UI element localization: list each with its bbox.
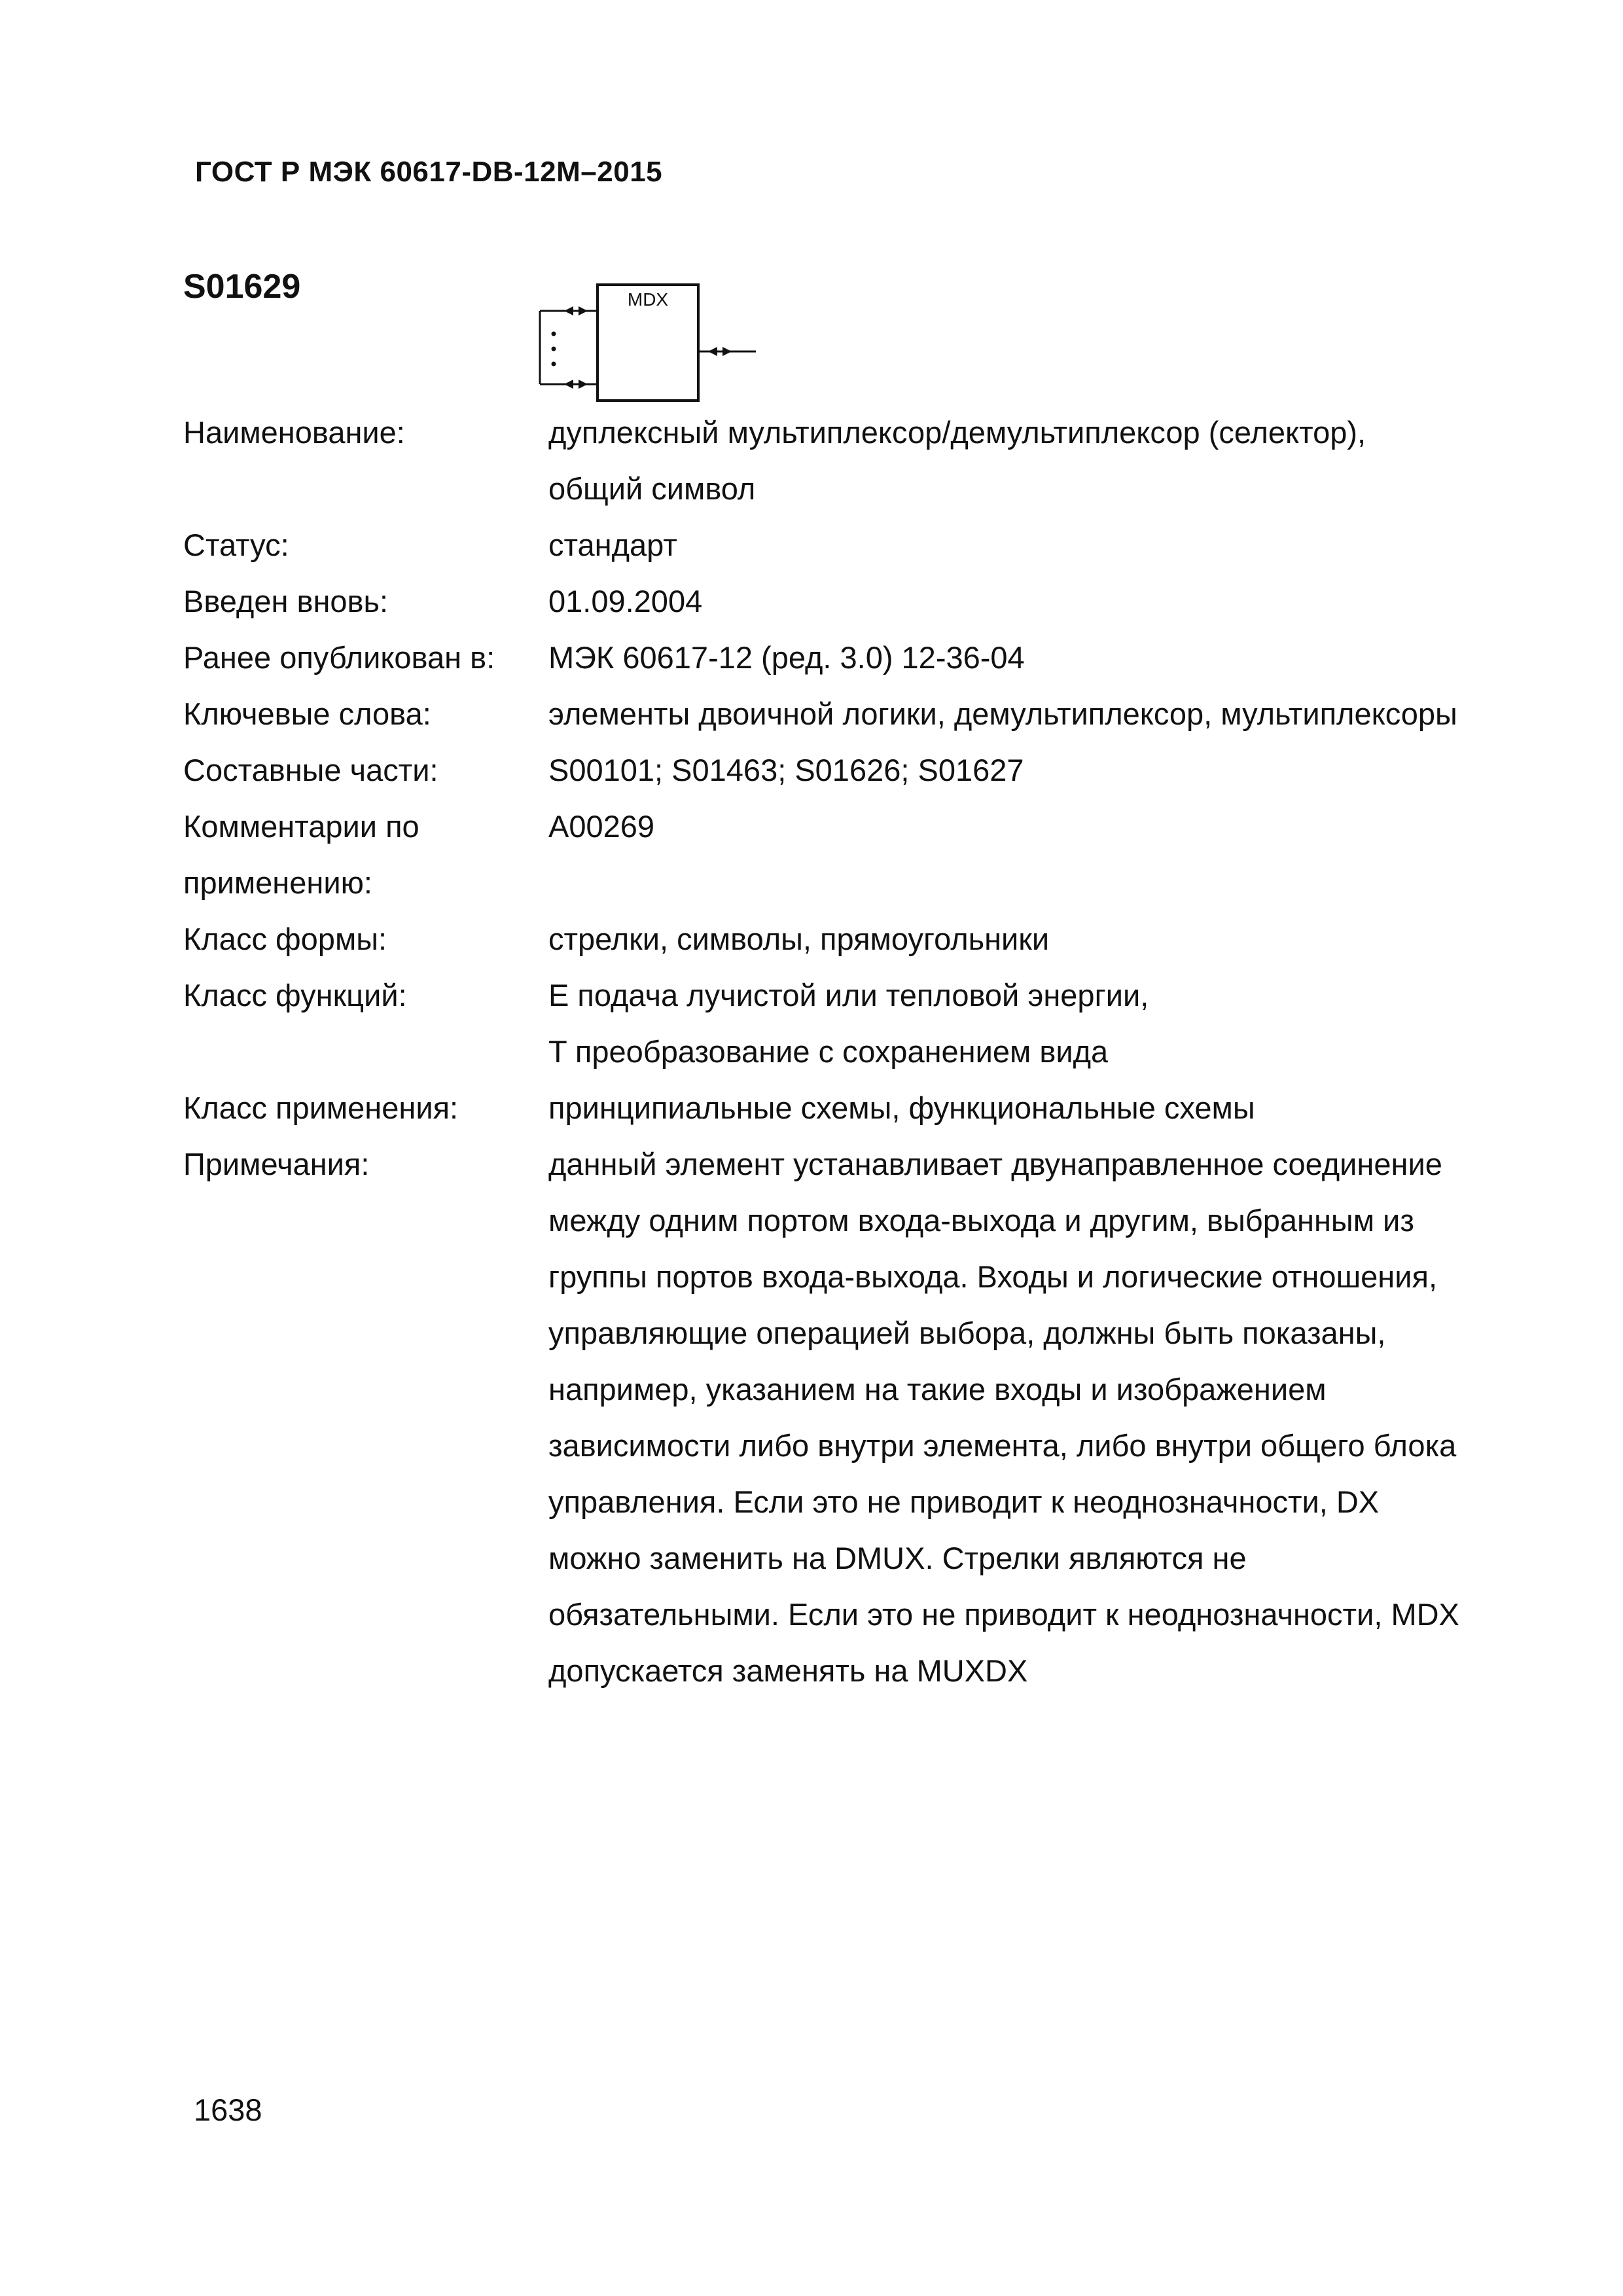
field-value-line: стрелки, символы, прямоугольники bbox=[548, 922, 1050, 956]
field-row bbox=[183, 573, 1558, 630]
field-row bbox=[183, 742, 1558, 798]
field-value-line: между одним портом входа-выхода и другим, выбранным из bbox=[548, 1203, 1414, 1238]
field-label: Ключевые слова: bbox=[183, 696, 431, 731]
field-label: Примечания: bbox=[183, 1147, 370, 1181]
field-value-line: МЭК 60617-12 (ред. 3.0) 12-36-04 bbox=[548, 640, 1025, 675]
field-row bbox=[183, 798, 1558, 911]
field-value-line: E подача лучистой или тепловой энергии, bbox=[548, 978, 1149, 1013]
symbol-block-label: MDX bbox=[627, 289, 669, 310]
field-value bbox=[548, 517, 1558, 573]
field-label: Ранее опубликован в: bbox=[183, 640, 495, 675]
field-value bbox=[548, 911, 1558, 967]
field-value bbox=[548, 798, 1558, 911]
field-row bbox=[183, 1136, 1558, 1699]
field-value-line: S00101; S01463; S01626; S01627 bbox=[548, 753, 1024, 787]
field-value-line: данный элемент устанавливает двунаправленное соединение bbox=[548, 1147, 1442, 1181]
input-output-lead-top bbox=[540, 306, 597, 315]
field-label: Составные части: bbox=[183, 753, 438, 787]
field-row bbox=[183, 911, 1558, 967]
field-row bbox=[183, 686, 1558, 742]
attribute-list bbox=[183, 404, 1558, 1699]
field-value-line: зависимости либо внутри элемента, либо внутри общего блока bbox=[548, 1428, 1457, 1463]
field-label: Введен вновь: bbox=[183, 584, 389, 619]
field-value-line: группы портов входа-выхода. Входы и логические отношения, bbox=[548, 1259, 1438, 1294]
field-value-line: обязательными. Если это не приводит к неоднозначности, MDX bbox=[548, 1597, 1459, 1632]
field-value-line: элементы двоичной логики, демультиплексор, мультиплексоры bbox=[548, 696, 1457, 731]
field-value bbox=[548, 967, 1558, 1080]
field-value-line: 01.09.2004 bbox=[548, 584, 703, 619]
field-label: Статус: bbox=[183, 528, 289, 562]
field-label: Класс формы: bbox=[183, 922, 387, 956]
field-row bbox=[183, 967, 1558, 1080]
field-value bbox=[548, 1080, 1558, 1136]
field-value bbox=[548, 404, 1558, 517]
field-row bbox=[183, 404, 1558, 517]
field-value bbox=[548, 573, 1558, 630]
common-port-lead bbox=[698, 347, 756, 356]
ellipsis-dot bbox=[552, 347, 556, 351]
field-label: Наименование: bbox=[183, 415, 405, 450]
field-value-line: управления. Если это не приводит к неоднозначности, DX bbox=[548, 1484, 1380, 1519]
field-value-line: стандарт bbox=[548, 528, 677, 562]
field-label: Комментарии по применению: bbox=[183, 809, 419, 900]
field-value-line: общий символ bbox=[548, 471, 756, 506]
symbol-code: S01629 bbox=[183, 268, 301, 306]
input-output-lead-bottom bbox=[540, 380, 597, 389]
field-value-line: дуплексный мультиплексор/демультиплексор (селектор), bbox=[548, 415, 1366, 450]
field-label: Класс функций: bbox=[183, 978, 407, 1013]
document-standard-header: ГОСТ Р МЭК 60617-DB-12M–2015 bbox=[195, 156, 663, 188]
field-value-line: принципиальные схемы, функциональные схемы bbox=[548, 1090, 1255, 1125]
field-value-line: T преобразование с сохранением вида bbox=[548, 1034, 1109, 1069]
field-value bbox=[548, 742, 1558, 798]
field-row bbox=[183, 517, 1558, 573]
field-value-line: управляющие операцией выбора, должны быть показаны, bbox=[548, 1316, 1386, 1350]
ellipsis-dot bbox=[552, 332, 556, 336]
field-value-line: например, указанием на такие входы и изображением bbox=[548, 1372, 1327, 1407]
mdx-symbol-drawing bbox=[530, 278, 766, 409]
field-value-line: допускается заменять на MUXDX bbox=[548, 1653, 1028, 1688]
field-value bbox=[548, 686, 1558, 742]
field-row bbox=[183, 630, 1558, 686]
ellipsis-dot bbox=[552, 362, 556, 367]
field-value bbox=[548, 1136, 1558, 1699]
field-label: Класс применения: bbox=[183, 1090, 459, 1125]
field-value-line: можно заменить на DMUX. Стрелки являются не bbox=[548, 1541, 1247, 1575]
field-row bbox=[183, 1080, 1558, 1136]
field-value-line: A00269 bbox=[548, 809, 655, 844]
field-value bbox=[548, 630, 1558, 686]
page-number: 1638 bbox=[194, 2092, 262, 2127]
